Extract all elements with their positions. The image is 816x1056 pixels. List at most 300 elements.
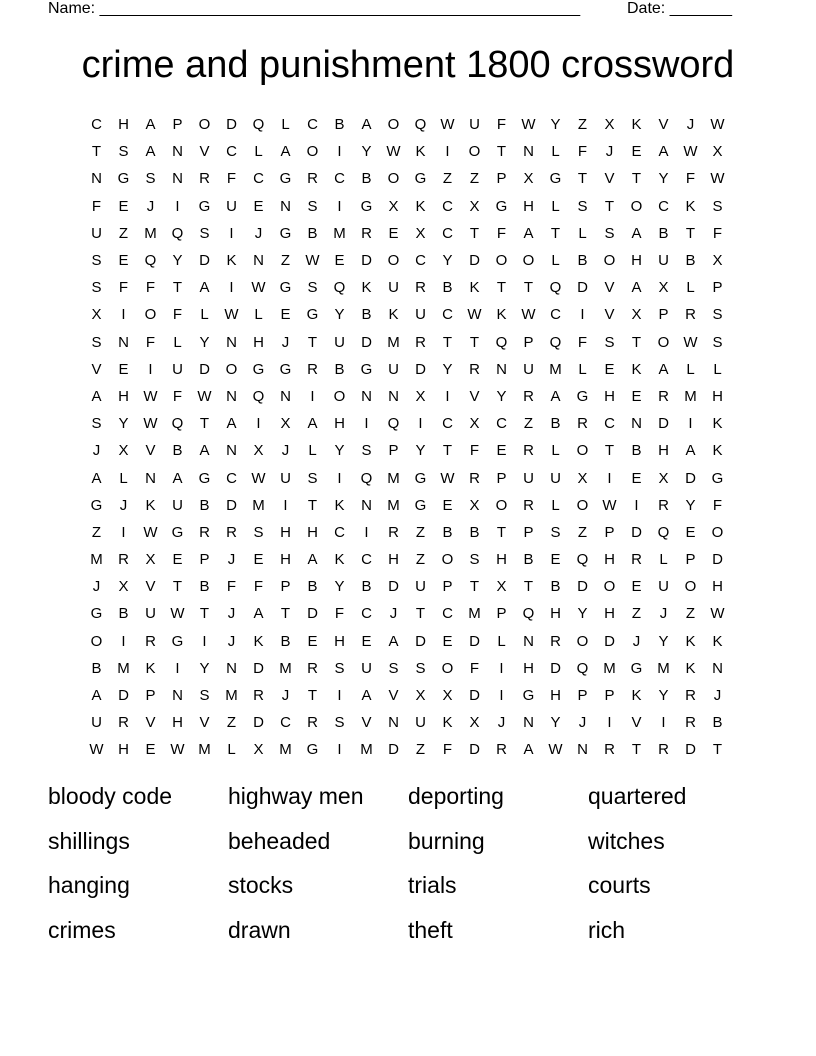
grid-letter: D	[631, 523, 642, 541]
grid-letter: P	[685, 551, 696, 569]
grid-row	[83, 546, 731, 573]
grid-letter: K	[145, 496, 156, 514]
grid-letter: R	[307, 714, 318, 732]
grid-letter: R	[523, 496, 534, 514]
grid-letter: R	[523, 387, 534, 405]
grid-letter: T	[469, 333, 480, 351]
grid-letter: B	[442, 279, 453, 297]
grid-letter: G	[414, 170, 427, 188]
grid-letter: B	[523, 551, 534, 569]
grid-row	[83, 519, 731, 546]
grid-letter: O	[198, 116, 211, 134]
grid-letter: H	[118, 116, 129, 134]
word-list-item: bloody code	[48, 783, 173, 809]
grid-letter: C	[604, 415, 615, 433]
grid-letter: S	[199, 224, 210, 242]
grid-letter: D	[388, 578, 399, 596]
grid-letter: Q	[576, 659, 589, 677]
grid-row	[83, 165, 731, 192]
grid-letter: T	[172, 578, 183, 596]
grid-letter: H	[550, 687, 561, 705]
grid-letter: O	[225, 360, 238, 378]
grid-letter: G	[279, 360, 292, 378]
grid-letter: P	[523, 333, 534, 351]
grid-letter: S	[712, 333, 723, 351]
grid-letter: I	[175, 659, 180, 677]
grid-letter: X	[118, 578, 129, 596]
grid-letter: W	[170, 741, 185, 759]
grid-row	[83, 138, 731, 165]
grid-letter: M	[603, 659, 616, 677]
word-list-item: theft	[408, 916, 453, 943]
grid-letter: N	[145, 469, 156, 487]
grid-letter: Z	[685, 605, 696, 623]
grid-letter: S	[307, 469, 318, 487]
grid-letter: A	[631, 279, 642, 297]
word-list-item: trials	[408, 872, 457, 898]
grid-letter: F	[712, 496, 723, 514]
grid-letter: X	[415, 224, 426, 242]
grid-letter: Y	[199, 333, 210, 351]
grid-letter: H	[307, 523, 318, 541]
header	[48, 0, 748, 20]
grid-letter: X	[658, 279, 669, 297]
grid-letter: L	[497, 632, 506, 650]
grid-letter: C	[442, 306, 453, 324]
grid-letter: F	[226, 578, 237, 596]
grid-letter: C	[253, 170, 264, 188]
grid-letter: B	[172, 442, 183, 460]
grid-row	[83, 329, 731, 356]
grid-letter: S	[469, 551, 480, 569]
grid-letter: Q	[144, 252, 157, 270]
grid-letter: W	[683, 143, 698, 161]
grid-letter: E	[442, 632, 453, 650]
grid-letter: N	[388, 714, 399, 732]
grid-letter: T	[496, 523, 507, 541]
grid-letter: A	[388, 632, 399, 650]
grid-letter: U	[388, 279, 399, 297]
grid-letter: R	[469, 360, 480, 378]
grid-letter: D	[118, 687, 129, 705]
grid-letter: H	[712, 578, 723, 596]
grid-letter: P	[199, 551, 210, 569]
grid-letter: Q	[171, 224, 184, 242]
grid-letter: R	[118, 714, 129, 732]
grid-letter: H	[280, 523, 291, 541]
grid-letter: D	[685, 741, 696, 759]
grid-letter: R	[631, 551, 642, 569]
grid-letter: L	[254, 306, 263, 324]
grid-letter: V	[388, 687, 399, 705]
grid-letter: S	[91, 333, 102, 351]
grid-letter: B	[442, 523, 453, 541]
grid-letter: B	[307, 224, 318, 242]
word-list-item: witches	[588, 827, 665, 854]
grid-letter: J	[389, 605, 398, 623]
grid-letter: W	[521, 116, 536, 134]
grid-letter: X	[118, 442, 129, 460]
grid-letter: F	[496, 116, 507, 134]
grid-letter: Q	[252, 387, 265, 405]
grid-letter: G	[279, 279, 292, 297]
grid-letter: M	[657, 659, 670, 677]
grid-letter: T	[631, 741, 642, 759]
grid-letter: S	[91, 252, 102, 270]
grid-letter: G	[630, 659, 643, 677]
grid-letter: F	[172, 387, 183, 405]
grid-letter: E	[388, 224, 399, 242]
grid-letter: O	[387, 116, 400, 134]
grid-letter: O	[711, 523, 724, 541]
grid-letter: H	[523, 197, 534, 215]
grid-letter: Y	[442, 252, 453, 270]
grid-letter: W	[467, 306, 482, 324]
grid-letter: W	[197, 387, 212, 405]
grid-letter: B	[199, 496, 210, 514]
grid-letter: P	[496, 469, 507, 487]
grid-letter: X	[442, 687, 453, 705]
grid-letter: Y	[658, 170, 669, 188]
grid-letter: Z	[118, 224, 129, 242]
grid-letter: A	[172, 469, 183, 487]
grid-letter: R	[685, 714, 696, 732]
grid-letter: N	[388, 387, 399, 405]
grid-letter: N	[577, 741, 588, 759]
grid-letter: H	[334, 415, 345, 433]
grid-letter: K	[145, 659, 156, 677]
grid-letter: N	[523, 714, 534, 732]
grid-letter: T	[577, 170, 588, 188]
grid-letter: L	[119, 469, 128, 487]
grid-letter: K	[685, 659, 696, 677]
grid-letter: J	[713, 687, 722, 705]
grid-letter: K	[631, 116, 642, 134]
grid-letter: V	[145, 442, 156, 460]
grid-letter: K	[226, 252, 237, 270]
grid-letter: O	[387, 170, 400, 188]
grid-row	[83, 247, 731, 274]
grid-letter: J	[146, 197, 155, 215]
grid-letter: E	[631, 387, 642, 405]
grid-letter: R	[658, 387, 669, 405]
grid-letter: V	[91, 360, 102, 378]
grid-letter: L	[254, 143, 263, 161]
grid-letter: R	[361, 224, 372, 242]
grid-letter: P	[496, 605, 507, 623]
grid-letter: U	[469, 116, 480, 134]
grid-letter: D	[469, 632, 480, 650]
grid-letter: O	[90, 632, 103, 650]
word-list	[48, 779, 768, 957]
grid-letter: I	[337, 741, 342, 759]
grid-letter: V	[658, 116, 669, 134]
grid-letter: D	[415, 632, 426, 650]
grid-letter: G	[171, 632, 184, 650]
grid-letter: I	[148, 360, 153, 378]
grid-letter: U	[145, 605, 156, 623]
grid-letter: P	[577, 687, 588, 705]
grid-letter: I	[310, 387, 315, 405]
grid-letter: A	[199, 442, 210, 460]
grid-letter: I	[202, 632, 207, 650]
grid-letter: J	[281, 687, 290, 705]
grid-letter: L	[551, 252, 560, 270]
grid-letter: B	[550, 415, 561, 433]
grid-letter: O	[495, 252, 508, 270]
grid-letter: R	[550, 632, 561, 650]
grid-letter: M	[387, 496, 400, 514]
grid-letter: O	[468, 143, 481, 161]
grid-letter: E	[253, 197, 264, 215]
grid-letter: U	[415, 578, 426, 596]
grid-letter: R	[307, 659, 318, 677]
grid-letter: Z	[280, 252, 291, 270]
grid-letter: F	[118, 279, 129, 297]
grid-letter: Z	[91, 523, 102, 541]
grid-letter: M	[198, 741, 211, 759]
grid-letter: X	[280, 415, 291, 433]
grid-letter: N	[280, 387, 291, 405]
grid-letter: Y	[577, 605, 588, 623]
grid-letter: V	[631, 714, 642, 732]
grid-letter: F	[172, 306, 183, 324]
grid-letter: H	[388, 551, 399, 569]
grid-letter: V	[199, 714, 210, 732]
grid-letter: M	[360, 741, 373, 759]
grid-letter: L	[659, 551, 668, 569]
grid-letter: L	[551, 496, 560, 514]
grid-letter: W	[602, 496, 617, 514]
grid-letter: W	[143, 415, 158, 433]
grid-letter: A	[307, 415, 318, 433]
grid-letter: N	[712, 659, 723, 677]
grid-letter: K	[712, 632, 723, 650]
grid-letter: B	[334, 360, 345, 378]
grid-letter: Z	[631, 605, 642, 623]
grid-letter: M	[387, 469, 400, 487]
grid-letter: L	[173, 333, 182, 351]
grid-letter: Z	[415, 741, 426, 759]
grid-letter: N	[118, 333, 129, 351]
grid-letter: K	[361, 279, 372, 297]
grid-letter: L	[281, 116, 290, 134]
grid-letter: M	[684, 387, 697, 405]
grid-letter: F	[712, 224, 723, 242]
grid-letter: S	[712, 197, 723, 215]
grid-letter: K	[415, 197, 426, 215]
grid-letter: C	[361, 551, 372, 569]
grid-letter: R	[658, 741, 669, 759]
grid-letter: N	[496, 360, 507, 378]
grid-letter: I	[607, 469, 612, 487]
grid-letter: L	[686, 360, 695, 378]
grid-letter: H	[712, 387, 723, 405]
grid-letter: D	[361, 252, 372, 270]
grid-letter: A	[523, 224, 534, 242]
grid-letter: I	[445, 143, 450, 161]
grid-letter: Z	[577, 523, 588, 541]
grid-letter: T	[496, 143, 507, 161]
grid-letter: O	[333, 387, 346, 405]
grid-letter: B	[118, 605, 129, 623]
grid-letter: K	[415, 143, 426, 161]
grid-letter: X	[658, 469, 669, 487]
grid-letter: G	[171, 523, 184, 541]
grid-letter: F	[496, 224, 507, 242]
grid-letter: W	[143, 387, 158, 405]
grid-letter: R	[577, 415, 588, 433]
grid-letter: D	[712, 551, 723, 569]
grid-letter: E	[631, 469, 642, 487]
word-list-item: rich	[588, 916, 626, 943]
grid-letter: U	[523, 360, 534, 378]
grid-letter: B	[631, 442, 642, 460]
grid-letter: W	[170, 605, 185, 623]
grid-letter: G	[306, 306, 319, 324]
grid-letter: C	[442, 224, 453, 242]
grid-letter: I	[634, 496, 639, 514]
word-list-item: drawn	[228, 916, 291, 943]
grid-letter: I	[499, 687, 504, 705]
grid-letter: K	[631, 687, 642, 705]
grid-letter: I	[229, 224, 234, 242]
grid-letter: Y	[334, 306, 345, 324]
grid-letter: P	[388, 442, 399, 460]
grid-letter: W	[521, 306, 536, 324]
grid-letter: X	[469, 496, 480, 514]
grid-letter: H	[631, 252, 642, 270]
grid-letter: C	[226, 143, 237, 161]
grid-letter: N	[631, 415, 642, 433]
grid-letter: E	[604, 360, 615, 378]
grid-letter: A	[91, 687, 102, 705]
grid-letter: T	[496, 279, 507, 297]
grid-letter: J	[686, 116, 695, 134]
grid-letter: C	[361, 605, 372, 623]
grid-row	[83, 655, 731, 682]
grid-letter: R	[226, 523, 237, 541]
grid-letter: W	[440, 116, 455, 134]
grid-letter: T	[631, 333, 642, 351]
grid-letter: D	[469, 252, 480, 270]
grid-letter: B	[280, 632, 291, 650]
grid-letter: A	[226, 415, 237, 433]
grid-letter: W	[440, 469, 455, 487]
grid-letter: Q	[414, 116, 427, 134]
grid-letter: W	[143, 523, 158, 541]
grid-letter: C	[334, 523, 345, 541]
grid-letter: S	[334, 714, 345, 732]
grid-letter: Q	[387, 415, 400, 433]
grid-letter: I	[229, 279, 234, 297]
grid-letter: P	[442, 578, 453, 596]
grid-letter: K	[388, 306, 399, 324]
grid-letter: Q	[549, 333, 562, 351]
grid-letter: D	[253, 714, 264, 732]
grid-letter: E	[118, 360, 129, 378]
grid-letter: F	[145, 333, 156, 351]
grid-letter: A	[91, 469, 102, 487]
grid-letter: N	[253, 252, 264, 270]
grid-letter: R	[415, 279, 426, 297]
grid-letter: U	[172, 360, 183, 378]
grid-letter: J	[254, 224, 263, 242]
grid-row	[83, 274, 731, 301]
grid-letter: V	[145, 578, 156, 596]
grid-letter: C	[442, 605, 453, 623]
grid-letter: G	[90, 605, 103, 623]
grid-letter: D	[199, 252, 210, 270]
grid-letter: X	[145, 551, 156, 569]
grid-letter: T	[442, 442, 453, 460]
grid-letter: Z	[415, 551, 426, 569]
grid-letter: O	[441, 551, 454, 569]
grid-letter: X	[253, 741, 264, 759]
grid-letter: C	[334, 170, 345, 188]
grid-letter: R	[523, 442, 534, 460]
grid-letter: W	[710, 116, 725, 134]
grid-letter: T	[307, 687, 318, 705]
grid-letter: G	[279, 224, 292, 242]
grid-letter: F	[577, 143, 588, 161]
grid-letter: G	[198, 469, 211, 487]
grid-letter: C	[658, 197, 669, 215]
grid-letter: I	[337, 687, 342, 705]
grid-letter: A	[91, 387, 102, 405]
grid-letter: D	[685, 469, 696, 487]
grid-letter: J	[227, 605, 236, 623]
grid-letter: X	[523, 170, 534, 188]
grid-letter: E	[631, 578, 642, 596]
grid-letter: H	[253, 333, 264, 351]
grid-letter: T	[604, 442, 615, 460]
grid-letter: O	[441, 659, 454, 677]
grid-letter: W	[386, 143, 401, 161]
grid-letter: U	[91, 714, 102, 732]
grid-letter: B	[712, 714, 723, 732]
grid-letter: E	[280, 306, 291, 324]
grid-letter: A	[658, 360, 669, 378]
grid-letter: A	[280, 143, 291, 161]
grid-letter: Z	[577, 116, 588, 134]
grid-letter: J	[227, 632, 236, 650]
grid-letter: U	[658, 252, 669, 270]
grid-letter: J	[632, 632, 641, 650]
grid-letter: S	[307, 279, 318, 297]
grid-letter: Z	[469, 170, 480, 188]
grid-letter: N	[280, 197, 291, 215]
grid-letter: P	[523, 523, 534, 541]
grid-letter: A	[658, 143, 669, 161]
grid-letter: T	[91, 143, 102, 161]
grid-letter: L	[227, 741, 236, 759]
date-field-label: Date: _______	[627, 0, 732, 17]
grid-letter: A	[523, 741, 534, 759]
grid-letter: I	[688, 415, 693, 433]
grid-letter: C	[226, 469, 237, 487]
grid-letter: H	[118, 741, 129, 759]
grid-letter: N	[172, 687, 183, 705]
grid-letter: U	[334, 333, 345, 351]
grid-letter: G	[306, 741, 319, 759]
grid-letter: W	[89, 741, 104, 759]
grid-letter: G	[711, 469, 724, 487]
grid-letter: C	[496, 415, 507, 433]
grid-letter: L	[308, 442, 317, 460]
grid-letter: T	[685, 224, 696, 242]
grid-letter: D	[577, 578, 588, 596]
